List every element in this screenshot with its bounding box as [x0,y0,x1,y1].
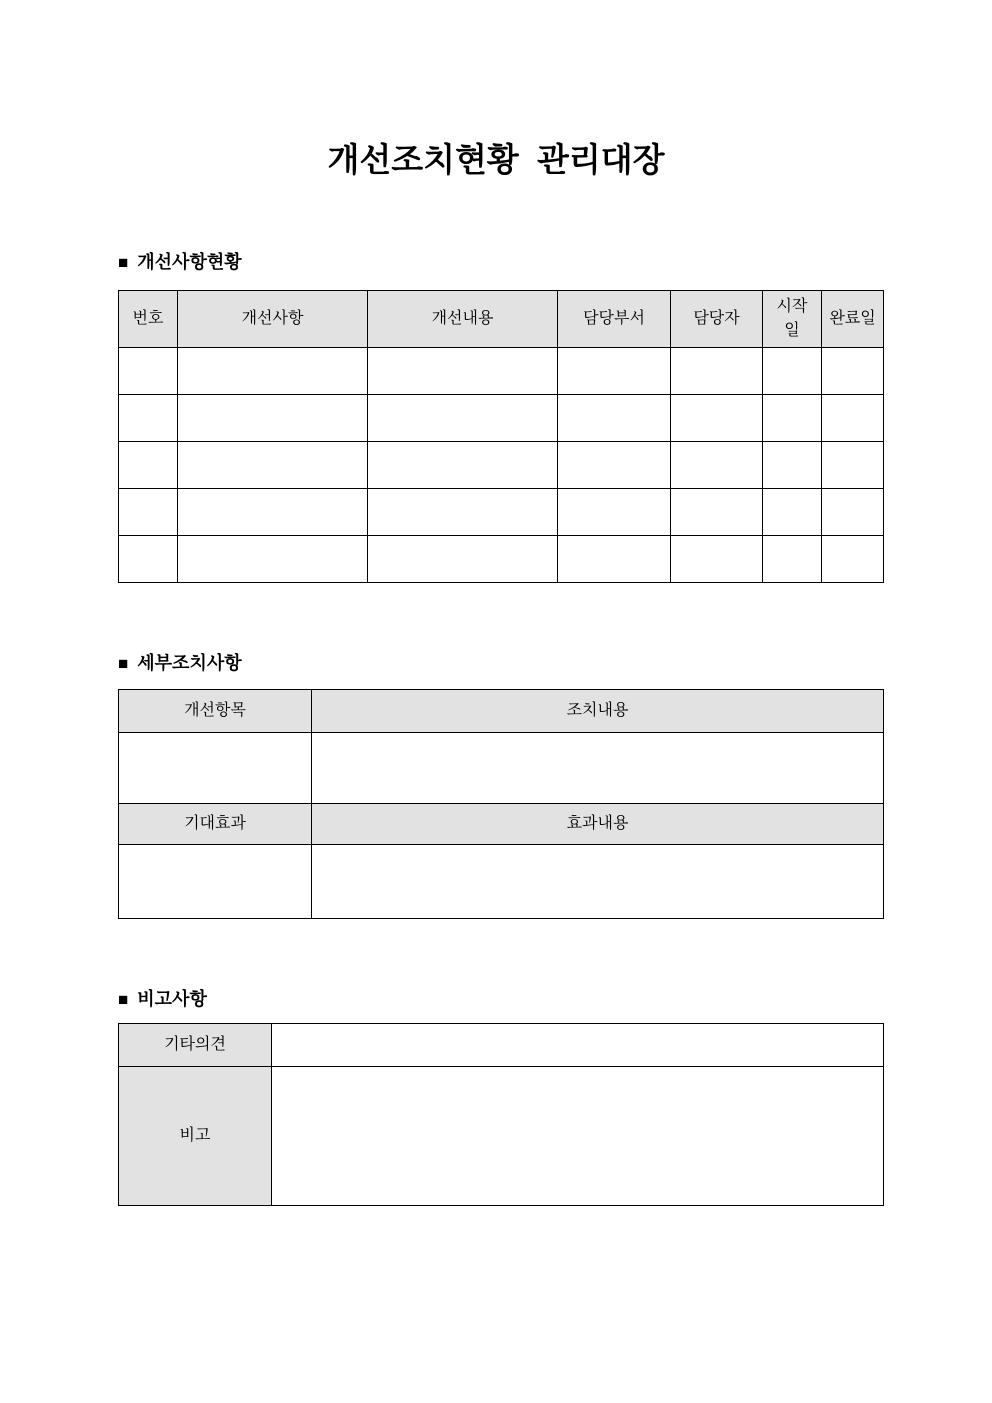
improvement-cell-person[interactable] [671,489,763,536]
improvement-cell-person[interactable] [671,442,763,489]
section-bullet-icon: ■ [118,654,129,674]
improvement-cell-start[interactable] [763,395,822,442]
improvements-empty-row [119,348,884,395]
improvement-cell-number[interactable] [119,348,178,395]
improvement-cell-department[interactable] [558,536,671,583]
improvement-cell-start[interactable] [763,442,822,489]
section-heading-label: 개선사항현황 [137,252,242,272]
improvement-cell-content[interactable] [368,348,558,395]
col-header-end-date: 완료일 [822,291,884,348]
improvement-cell-end[interactable] [822,489,884,536]
remarks-row [119,1024,884,1067]
improvement-cell-content[interactable] [368,536,558,583]
col-header-improvement-item: 개선사항 [178,291,368,348]
details-table [118,689,884,919]
improvements-empty-row [119,489,884,536]
remarks-label-other-opinions: 기타의견 [119,1024,272,1067]
improvement-cell-content[interactable] [368,442,558,489]
improvement-cell-start[interactable] [763,489,822,536]
details-empty-row [119,733,884,804]
improvement-cell-number[interactable] [119,395,178,442]
improvement-cell-content[interactable] [368,489,558,536]
remarks-input-note[interactable] [272,1067,884,1206]
details-input-effect[interactable] [119,845,312,919]
details-header-row [119,804,884,845]
details-label-expected-effect: 기대효과 [119,804,312,845]
improvements-empty-row [119,395,884,442]
improvement-cell-end[interactable] [822,536,884,583]
improvement-cell-item[interactable] [178,348,368,395]
remarks-label-note: 비고 [119,1067,272,1206]
details-header-action-content: 조치내용 [312,690,884,733]
improvement-cell-end[interactable] [822,442,884,489]
improvement-cell-content[interactable] [368,395,558,442]
section-heading-details [118,653,242,675]
improvement-cell-department[interactable] [558,348,671,395]
col-header-start-date: 시작일 [763,291,822,348]
remarks-table [118,1023,884,1206]
improvement-cell-end[interactable] [822,348,884,395]
improvement-cell-number[interactable] [119,536,178,583]
improvement-cell-person[interactable] [671,348,763,395]
improvements-table [118,290,884,583]
remarks-input-other-opinions[interactable] [272,1024,884,1067]
details-input-item[interactable] [119,733,312,804]
details-header-effect-content: 효과내용 [312,804,884,845]
improvement-cell-department[interactable] [558,442,671,489]
section-heading-label: 비고사항 [137,989,207,1009]
col-header-person-in-charge: 담당자 [671,291,763,348]
improvement-cell-number[interactable] [119,442,178,489]
details-label-improvement-item: 개선항목 [119,690,312,733]
details-empty-row [119,845,884,919]
details-header-row [119,690,884,733]
section-heading-label: 세부조치사항 [137,653,242,673]
improvements-header-row [119,291,884,348]
improvement-cell-end[interactable] [822,395,884,442]
section-bullet-icon: ■ [118,253,129,273]
improvement-cell-person[interactable] [671,395,763,442]
improvement-cell-item[interactable] [178,536,368,583]
col-header-number: 번호 [119,291,178,348]
improvement-cell-person[interactable] [671,536,763,583]
details-input-action-content[interactable] [312,733,884,804]
improvement-cell-number[interactable] [119,489,178,536]
section-bullet-icon: ■ [118,990,129,1010]
improvement-cell-department[interactable] [558,395,671,442]
improvement-cell-item[interactable] [178,395,368,442]
col-header-department: 담당부서 [558,291,671,348]
improvement-cell-item[interactable] [178,442,368,489]
improvement-cell-department[interactable] [558,489,671,536]
document-title: 개선조치현황 관리대장 [327,141,665,178]
remarks-row [119,1067,884,1206]
improvements-empty-row [119,442,884,489]
details-input-effect-content[interactable] [312,845,884,919]
section-heading-improvements [118,252,242,274]
improvement-cell-start[interactable] [763,536,822,583]
improvement-cell-item[interactable] [178,489,368,536]
improvements-empty-row [119,536,884,583]
col-header-improvement-content: 개선내용 [368,291,558,348]
section-heading-remarks [118,989,207,1011]
improvement-cell-start[interactable] [763,348,822,395]
